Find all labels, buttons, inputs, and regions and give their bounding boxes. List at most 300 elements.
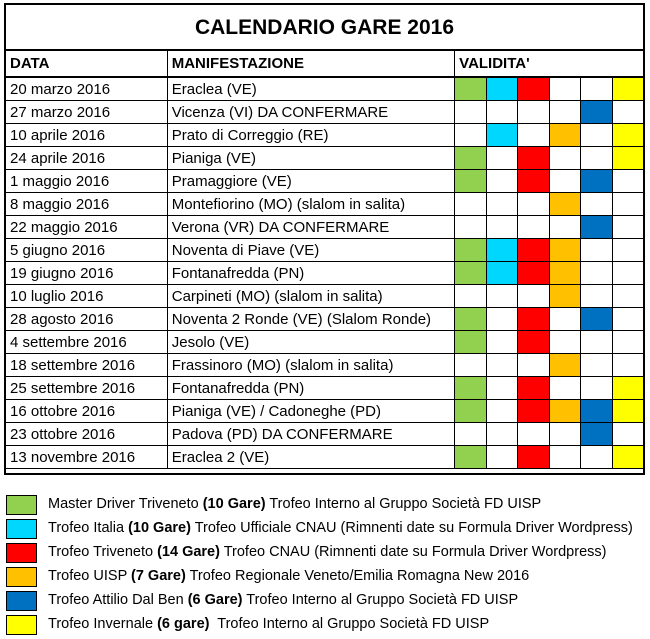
table-row [6, 308, 643, 331]
legend-swatch-green [6, 495, 37, 515]
table-body [6, 77, 643, 469]
page-title: CALENDARIO GARE 2016 [194, 16, 455, 39]
race-date: 10 luglio 2016 [6, 285, 167, 308]
validity-cell-cyan [486, 446, 518, 469]
validity-cell-yellow [612, 147, 643, 170]
validity-empty [487, 354, 518, 376]
validity-cell-cyan [486, 77, 518, 101]
validity-cell-orange [549, 308, 581, 331]
race-event: Jesolo (VE) [167, 331, 454, 354]
validity-cell-red [518, 285, 550, 308]
validity-cell-yellow [612, 308, 643, 331]
validity-cell-red [518, 331, 550, 354]
validity-mark-orange [550, 193, 581, 215]
race-date: 28 agosto 2016 [6, 308, 167, 331]
validity-empty [613, 239, 643, 261]
header-date: DATA [6, 51, 167, 77]
validity-cell-blue [581, 423, 613, 446]
validity-empty [518, 354, 549, 376]
header-event: MANIFESTAZIONE [167, 51, 454, 77]
validity-mark-red [518, 239, 549, 261]
validity-cell-blue [581, 262, 613, 285]
validity-empty [581, 262, 612, 284]
validity-empty [487, 400, 518, 422]
validity-empty [518, 216, 549, 238]
validity-cell-yellow [612, 193, 643, 216]
legend-trophy-name: Trofeo UISP [48, 568, 132, 584]
race-event: Fontanafredda (PN) [167, 377, 454, 400]
validity-empty [487, 331, 518, 353]
validity-empty [581, 239, 612, 261]
validity-mark-blue [581, 101, 612, 123]
validity-empty [613, 101, 643, 123]
race-event: Frassinoro (MO) (slalom in salita) [167, 354, 454, 377]
validity-mark-green [455, 239, 486, 261]
legend-race-count: (10 Gare) [128, 520, 191, 536]
validity-cell-orange [549, 262, 581, 285]
validity-cell-blue [581, 239, 613, 262]
validity-cell-blue [581, 216, 613, 239]
table-row [6, 423, 643, 446]
race-event: Eraclea (VE) [167, 77, 454, 101]
validity-empty [613, 331, 643, 353]
validity-cell-red [518, 77, 550, 101]
validity-empty [487, 446, 518, 468]
validity-mark-blue [581, 216, 612, 238]
validity-cell-blue [581, 170, 613, 193]
validity-cell-cyan [486, 124, 518, 147]
validity-mark-red [518, 147, 549, 169]
race-event: Verona (VR) DA CONFERMARE [167, 216, 454, 239]
validity-cell-yellow [612, 170, 643, 193]
race-event: Eraclea 2 (VE) [167, 446, 454, 469]
validity-mark-red [518, 78, 549, 100]
calendar-table [6, 51, 643, 469]
legend-item [6, 541, 646, 564]
validity-mark-yellow [613, 400, 643, 422]
race-event: Pianiga (VE) [167, 147, 454, 170]
table-row [6, 285, 643, 308]
table-row [6, 124, 643, 147]
race-event: Pramaggiore (VE) [167, 170, 454, 193]
validity-mark-yellow [613, 147, 643, 169]
validity-mark-red [518, 400, 549, 422]
validity-empty [550, 423, 581, 445]
validity-cell-cyan [486, 216, 518, 239]
validity-cell-blue [581, 308, 613, 331]
race-event: Vicenza (VI) DA CONFERMARE [167, 101, 454, 124]
validity-cell-blue [581, 400, 613, 423]
validity-cell-cyan [486, 147, 518, 170]
validity-cell-orange [549, 400, 581, 423]
validity-cell-green [455, 423, 487, 446]
validity-cell-yellow [612, 354, 643, 377]
validity-cell-cyan [486, 170, 518, 193]
validity-cell-blue [581, 331, 613, 354]
race-date: 27 marzo 2016 [6, 101, 167, 124]
legend-swatch-yellow [6, 615, 37, 635]
validity-cell-orange [549, 77, 581, 101]
validity-cell-red [518, 101, 550, 124]
validity-cell-cyan [486, 400, 518, 423]
validity-empty [518, 193, 549, 215]
legend-text [48, 613, 489, 636]
validity-cell-green [455, 124, 487, 147]
validity-empty [581, 331, 612, 353]
legend-trophy-name: Master Driver Triveneto [48, 496, 203, 512]
validity-cell-green [455, 101, 487, 124]
race-date: 25 settembre 2016 [6, 377, 167, 400]
validity-empty [518, 101, 549, 123]
legend-description: Trofeo Interno al Gruppo Società FD UISP [265, 496, 542, 512]
legend-item [6, 589, 646, 612]
validity-empty [455, 216, 486, 238]
legend-text [48, 589, 518, 612]
validity-empty [550, 377, 581, 399]
validity-cell-red [518, 446, 550, 469]
table-row [6, 216, 643, 239]
validity-cell-yellow [612, 331, 643, 354]
validity-empty [487, 216, 518, 238]
table-header-row [6, 51, 643, 77]
validity-cell-blue [581, 147, 613, 170]
legend-swatch-orange [6, 567, 37, 587]
validity-cell-red [518, 193, 550, 216]
race-date: 19 giugno 2016 [6, 262, 167, 285]
validity-cell-orange [549, 101, 581, 124]
race-event: Carpineti (MO) (slalom in salita) [167, 285, 454, 308]
validity-mark-cyan [487, 239, 518, 261]
validity-empty [455, 285, 486, 307]
validity-mark-red [518, 262, 549, 284]
validity-empty [487, 101, 518, 123]
validity-empty [613, 170, 643, 192]
calendar-sheet [4, 3, 645, 475]
validity-cell-red [518, 423, 550, 446]
validity-mark-orange [550, 262, 581, 284]
validity-empty [455, 124, 486, 146]
validity-empty [550, 147, 581, 169]
legend-text [48, 565, 529, 588]
validity-mark-blue [581, 423, 612, 445]
validity-cell-cyan [486, 262, 518, 285]
validity-mark-orange [550, 354, 581, 376]
validity-cell-cyan [486, 331, 518, 354]
validity-cell-cyan [486, 308, 518, 331]
validity-cell-orange [549, 124, 581, 147]
validity-cell-green [455, 216, 487, 239]
validity-mark-blue [581, 308, 612, 330]
validity-cell-blue [581, 446, 613, 469]
legend-description: Trofeo Ufficiale CNAU (Rimnenti date su Formula Driver Wordpress) [190, 520, 633, 536]
legend-swatch-red [6, 543, 37, 563]
legend-text [48, 541, 606, 564]
validity-empty [550, 78, 581, 100]
table-row [6, 170, 643, 193]
race-date: 10 aprile 2016 [6, 124, 167, 147]
legend [6, 493, 646, 637]
validity-cell-yellow [612, 101, 643, 124]
validity-mark-yellow [613, 446, 643, 468]
validity-cell-cyan [486, 193, 518, 216]
race-date: 20 marzo 2016 [6, 77, 167, 101]
validity-mark-green [455, 262, 486, 284]
race-event: Noventa di Piave (VE) [167, 239, 454, 262]
race-date: 23 ottobre 2016 [6, 423, 167, 446]
validity-cell-yellow [612, 239, 643, 262]
validity-cell-orange [549, 354, 581, 377]
validity-empty [487, 147, 518, 169]
legend-description: Trofeo Interno al Gruppo Società FD UISP [242, 592, 519, 608]
validity-cell-green [455, 170, 487, 193]
table-row [6, 193, 643, 216]
validity-cell-blue [581, 77, 613, 101]
validity-cell-cyan [486, 285, 518, 308]
validity-empty [487, 285, 518, 307]
validity-empty [581, 377, 612, 399]
legend-trophy-name: Trofeo Attilio Dal Ben [48, 592, 188, 608]
validity-cell-blue [581, 193, 613, 216]
validity-mark-yellow [613, 124, 643, 146]
validity-empty [613, 285, 643, 307]
race-date: 5 giugno 2016 [6, 239, 167, 262]
validity-mark-green [455, 308, 486, 330]
validity-cell-orange [549, 216, 581, 239]
validity-cell-green [455, 147, 487, 170]
race-date: 24 aprile 2016 [6, 147, 167, 170]
legend-description: Trofeo CNAU (Rimnenti date su Formula Driver Wordpress) [219, 544, 607, 560]
validity-cell-cyan [486, 354, 518, 377]
validity-mark-cyan [487, 124, 518, 146]
table-row [6, 147, 643, 170]
validity-empty [550, 170, 581, 192]
validity-cell-orange [549, 446, 581, 469]
validity-cell-cyan [486, 101, 518, 124]
race-event: Pianiga (VE) / Cadoneghe (PD) [167, 400, 454, 423]
validity-empty [455, 423, 486, 445]
validity-cell-blue [581, 285, 613, 308]
legend-trophy-name: Trofeo Invernale [48, 616, 158, 632]
validity-cell-cyan [486, 377, 518, 400]
validity-mark-blue [581, 170, 612, 192]
legend-trophy-name: Trofeo Italia [48, 520, 129, 536]
legend-swatch-blue [6, 591, 37, 611]
validity-empty [455, 101, 486, 123]
table-row [6, 354, 643, 377]
validity-empty [613, 216, 643, 238]
validity-cell-green [455, 285, 487, 308]
validity-mark-orange [550, 400, 581, 422]
validity-mark-red [518, 170, 549, 192]
validity-mark-blue [581, 400, 612, 422]
validity-mark-cyan [487, 262, 518, 284]
legend-item [6, 613, 646, 636]
validity-mark-green [455, 170, 486, 192]
validity-cell-yellow [612, 377, 643, 400]
validity-empty [487, 308, 518, 330]
validity-cell-orange [549, 170, 581, 193]
validity-cell-red [518, 262, 550, 285]
validity-empty [613, 193, 643, 215]
validity-mark-cyan [487, 78, 518, 100]
validity-empty [581, 147, 612, 169]
validity-empty [581, 124, 612, 146]
legend-description: Trofeo Interno al Gruppo Società FD UISP [209, 616, 490, 632]
legend-race-count: (6 Gare) [187, 592, 243, 608]
validity-mark-red [518, 446, 549, 468]
legend-trophy-name: Trofeo Triveneto [48, 544, 158, 560]
validity-cell-green [455, 331, 487, 354]
validity-cell-red [518, 147, 550, 170]
legend-description: Trofeo Regionale Veneto/Emilia Romagna New 2016 [185, 568, 530, 584]
validity-mark-red [518, 308, 549, 330]
validity-mark-orange [550, 239, 581, 261]
race-event: Fontanafredda (PN) [167, 262, 454, 285]
validity-cell-yellow [612, 262, 643, 285]
validity-cell-green [455, 354, 487, 377]
validity-cell-red [518, 308, 550, 331]
validity-cell-orange [549, 377, 581, 400]
validity-mark-green [455, 377, 486, 399]
validity-cell-green [455, 446, 487, 469]
race-date: 8 maggio 2016 [6, 193, 167, 216]
race-event: Prato di Correggio (RE) [167, 124, 454, 147]
validity-cell-blue [581, 377, 613, 400]
validity-mark-green [455, 446, 486, 468]
validity-cell-yellow [612, 285, 643, 308]
validity-cell-orange [549, 423, 581, 446]
validity-empty [613, 262, 643, 284]
validity-mark-red [518, 377, 549, 399]
validity-cell-yellow [612, 446, 643, 469]
validity-cell-green [455, 308, 487, 331]
validity-cell-blue [581, 124, 613, 147]
table-row [6, 446, 643, 469]
validity-cell-orange [549, 285, 581, 308]
validity-empty [518, 285, 549, 307]
validity-cell-yellow [612, 400, 643, 423]
validity-empty [487, 423, 518, 445]
table-row [6, 101, 643, 124]
validity-empty [550, 101, 581, 123]
legend-item [6, 565, 646, 588]
legend-item [6, 493, 646, 516]
header-validity: VALIDITA' [455, 51, 643, 77]
table-row [6, 77, 643, 101]
validity-cell-green [455, 239, 487, 262]
validity-empty [455, 193, 486, 215]
race-event: Noventa 2 Ronde (VE) (Slalom Ronde) [167, 308, 454, 331]
validity-mark-yellow [613, 78, 643, 100]
validity-cell-yellow [612, 124, 643, 147]
validity-cell-green [455, 193, 487, 216]
validity-mark-green [455, 147, 486, 169]
validity-empty [581, 193, 612, 215]
validity-mark-red [518, 331, 549, 353]
validity-cell-yellow [612, 216, 643, 239]
validity-mark-orange [550, 124, 581, 146]
validity-cell-red [518, 216, 550, 239]
validity-cell-green [455, 77, 487, 101]
validity-empty [581, 354, 612, 376]
validity-mark-green [455, 78, 486, 100]
validity-mark-green [455, 331, 486, 353]
race-date: 4 settembre 2016 [6, 331, 167, 354]
validity-empty [487, 193, 518, 215]
table-row [6, 262, 643, 285]
legend-text [48, 493, 541, 516]
validity-empty [550, 331, 581, 353]
race-date: 16 ottobre 2016 [6, 400, 167, 423]
validity-empty [550, 446, 581, 468]
validity-empty [581, 446, 612, 468]
legend-swatch-cyan [6, 519, 37, 539]
validity-cell-yellow [612, 423, 643, 446]
validity-empty [581, 285, 612, 307]
validity-cell-red [518, 239, 550, 262]
validity-cell-blue [581, 354, 613, 377]
race-event: Montefiorino (MO) (slalom in salita) [167, 193, 454, 216]
legend-race-count: (6 gare) [157, 616, 210, 632]
legend-item [6, 517, 646, 540]
race-date: 22 maggio 2016 [6, 216, 167, 239]
validity-cell-orange [549, 331, 581, 354]
validity-cell-yellow [612, 77, 643, 101]
validity-cell-red [518, 354, 550, 377]
table-row [6, 331, 643, 354]
validity-mark-orange [550, 285, 581, 307]
validity-empty [550, 216, 581, 238]
validity-mark-yellow [613, 377, 643, 399]
validity-empty [613, 423, 643, 445]
validity-cell-red [518, 377, 550, 400]
validity-empty [613, 308, 643, 330]
validity-empty [518, 423, 549, 445]
legend-race-count: (7 Gare) [131, 568, 186, 584]
race-date: 1 maggio 2016 [6, 170, 167, 193]
validity-cell-cyan [486, 239, 518, 262]
validity-empty [613, 354, 643, 376]
validity-cell-orange [549, 239, 581, 262]
race-event: Padova (PD) DA CONFERMARE [167, 423, 454, 446]
validity-empty [550, 308, 581, 330]
race-date: 18 settembre 2016 [6, 354, 167, 377]
validity-empty [487, 170, 518, 192]
validity-cell-green [455, 262, 487, 285]
validity-cell-red [518, 124, 550, 147]
legend-race-count: (14 Gare) [157, 544, 220, 560]
legend-text [48, 517, 633, 540]
table-row [6, 239, 643, 262]
table-row [6, 400, 643, 423]
race-date: 13 novembre 2016 [6, 446, 167, 469]
validity-mark-green [455, 400, 486, 422]
validity-cell-orange [549, 193, 581, 216]
validity-cell-green [455, 377, 487, 400]
table-row [6, 377, 643, 400]
validity-empty [455, 354, 486, 376]
validity-empty [581, 78, 612, 100]
validity-cell-red [518, 400, 550, 423]
validity-cell-green [455, 400, 487, 423]
legend-race-count: (10 Gare) [202, 496, 266, 512]
validity-cell-blue [581, 101, 613, 124]
validity-empty [487, 377, 518, 399]
validity-cell-red [518, 170, 550, 193]
validity-cell-cyan [486, 423, 518, 446]
validity-empty [518, 124, 549, 146]
validity-cell-orange [549, 147, 581, 170]
